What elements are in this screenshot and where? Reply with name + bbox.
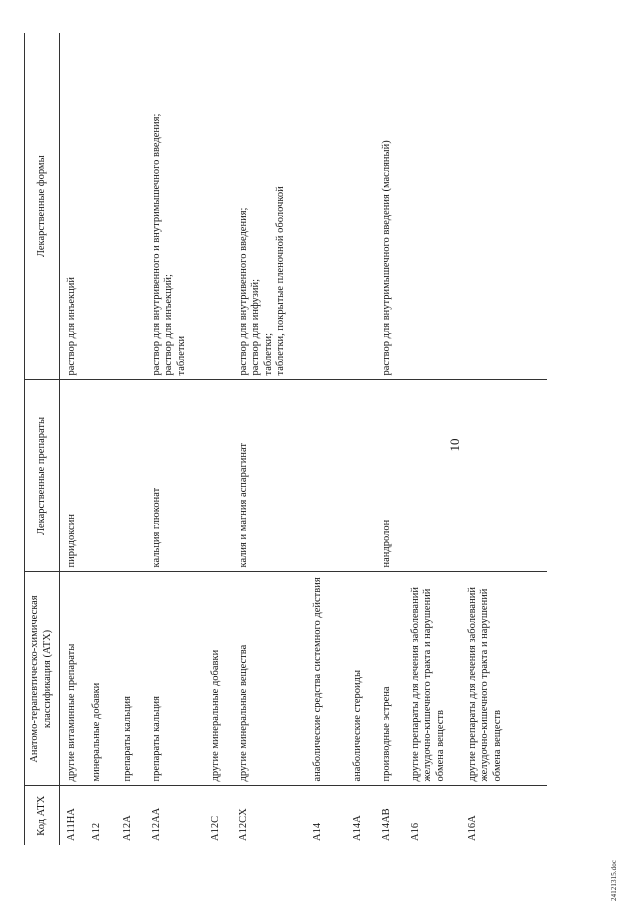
cell-classification: анаболические стероиды xyxy=(352,572,381,786)
cell-classification: препараты кальция xyxy=(122,572,151,786)
header-drugs: Лекарственные препараты xyxy=(25,380,60,572)
table-row xyxy=(381,33,410,845)
cell-code: A14A xyxy=(351,815,363,841)
cell-forms xyxy=(467,33,547,380)
footer-filename: 24121315.doc xyxy=(610,859,618,901)
cell-classification: производные эстрена xyxy=(381,572,410,786)
cell-code: A11HA xyxy=(66,808,77,841)
cell-code: A16A xyxy=(466,815,478,841)
cell-classification: препараты кальция xyxy=(151,572,210,786)
cell-classification: другие минеральные вещества xyxy=(238,572,312,786)
cell-forms xyxy=(210,33,238,380)
cell-forms: раствор для внутримышечного введения (масляный) xyxy=(381,33,410,380)
table-row xyxy=(312,33,352,845)
cell-classification: другие препараты для лечения заболеваний желудочно-кишечного тракта и нарушений обмена веществ xyxy=(410,572,467,786)
page-number: 10 xyxy=(447,438,462,452)
table-row xyxy=(122,33,151,845)
cell-forms xyxy=(352,33,381,380)
table-row xyxy=(60,33,91,845)
cell-forms xyxy=(122,33,151,380)
cell-drug xyxy=(352,380,381,572)
cell-drug: кальция глюконат xyxy=(151,380,210,572)
cell-classification: минеральные добавки xyxy=(91,572,122,786)
table-row xyxy=(238,33,312,845)
cell-drug xyxy=(312,380,352,572)
cell-classification: другие препараты для лечения заболеваний желудочно-кишечного тракта и нарушений обмена веществ xyxy=(467,572,547,786)
table-body xyxy=(60,33,547,845)
cell-drug: пиридоксин xyxy=(60,380,91,572)
cell-drug: нандролон xyxy=(381,380,410,572)
table-row xyxy=(210,33,238,845)
table-row xyxy=(151,33,210,845)
header-forms: Лекарственные формы xyxy=(25,33,60,380)
cell-forms: раствор для внутривенного и внутримышечного введения; раствор для инъекций; таблетки xyxy=(151,33,210,380)
atc-table xyxy=(24,33,547,845)
cell-forms xyxy=(91,33,122,380)
cell-code: A16 xyxy=(409,822,421,841)
cell-code: A12 xyxy=(90,822,102,841)
cell-code: A12AA xyxy=(150,807,162,841)
cell-forms xyxy=(410,33,467,380)
table-row xyxy=(352,33,381,845)
cell-code: A12C xyxy=(209,815,221,841)
table-row xyxy=(410,33,467,845)
cell-forms: раствор для внутривенного введения; раствор для инфузий; таблетки; таблетки, покрытые пленочной оболочкой xyxy=(238,33,312,380)
table-row xyxy=(467,33,547,845)
header-row xyxy=(25,33,60,845)
cell-forms xyxy=(312,33,352,380)
table-header xyxy=(25,33,60,845)
cell-drug xyxy=(210,380,238,572)
header-classification: Анатомо-терапевтическо-химическая классификация (АТХ) xyxy=(25,572,60,786)
cell-drug xyxy=(467,380,547,572)
cell-code: A14 xyxy=(311,822,323,841)
cell-classification: другие витаминные препараты xyxy=(60,572,91,786)
cell-classification: другие минеральные добавки xyxy=(210,572,238,786)
cell-drug xyxy=(410,380,467,572)
cell-forms: раствор для инъекций xyxy=(60,33,91,380)
cell-drug xyxy=(91,380,122,572)
table-row xyxy=(91,33,122,845)
header-code: Код АТХ xyxy=(25,786,60,845)
cell-drug: калия и магния аспарагинат xyxy=(238,380,312,572)
cell-classification: анаболические средства системного действия xyxy=(312,572,352,786)
cell-drug xyxy=(122,380,151,572)
cell-code: A14AB xyxy=(380,808,392,841)
cell-code: A12A xyxy=(121,815,133,841)
cell-code: A12CX xyxy=(237,808,249,841)
